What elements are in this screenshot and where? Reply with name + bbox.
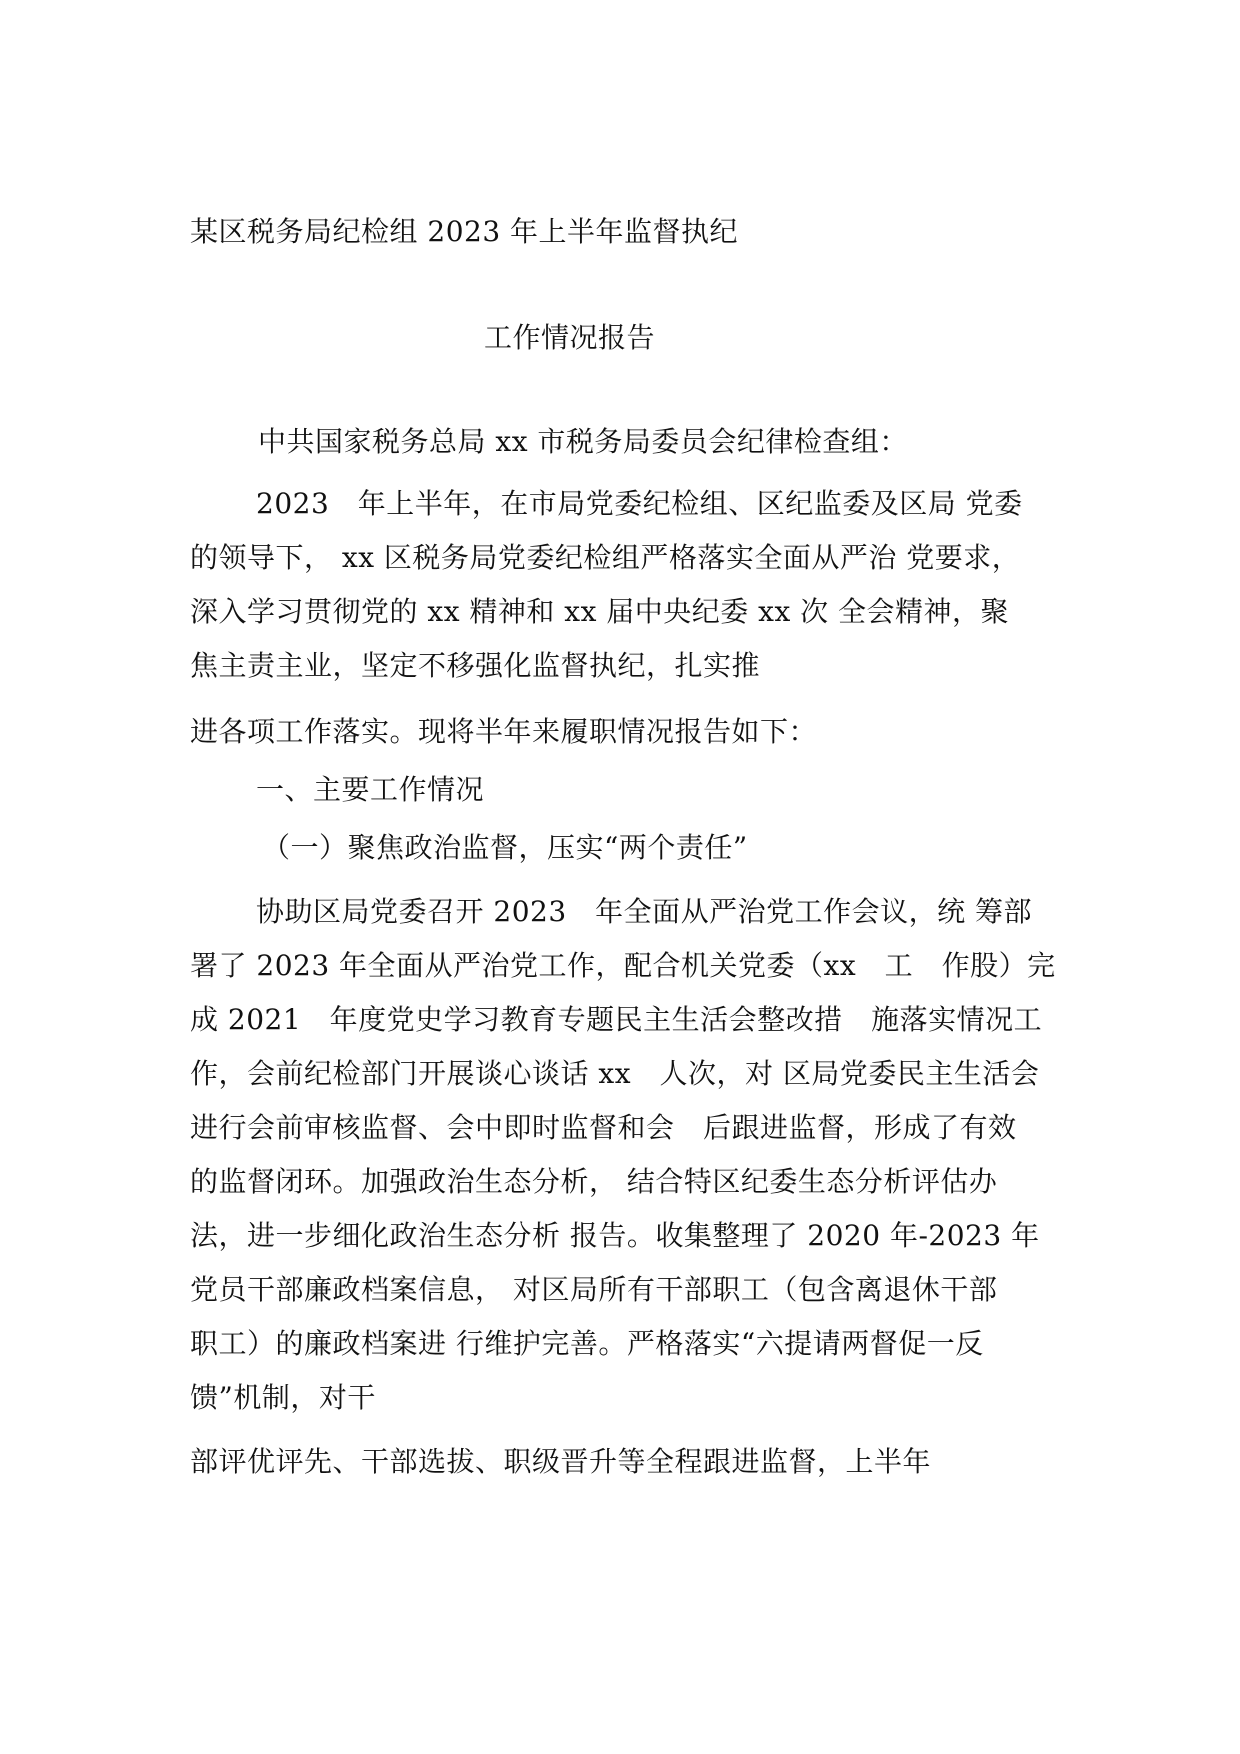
- subsection-heading: （一）聚焦政治监督，压实“两个责任”: [262, 831, 748, 864]
- paragraph1-line: 进各项工作落实。现将半年来履职情况报告如下：: [190, 715, 818, 748]
- paragraph1-line: 深入学习贯彻党的 xx 精神和 xx 届中央纪委 xx 次 全会精神，聚: [190, 595, 1010, 628]
- paragraph3-line: 部评优评先、干部选拔、职级晋升等全程跟进监督，上半年: [190, 1445, 932, 1478]
- paragraph2-line: 协助区局党委召开 2023 年全面从严治党工作会议，统 筹部: [256, 895, 1033, 928]
- paragraph2-line: 的监督闭环。加强政治生态分析， 结合特区纪委生态分析评估办: [190, 1165, 998, 1198]
- paragraph2-line: 职工）的廉政档案进 行维护完善。严格落实“六提请两督促一反: [190, 1327, 984, 1360]
- addressee: 中共国家税务总局 xx 市税务局委员会纪律检查组：: [258, 425, 908, 458]
- document-title-line1: 某区税务局纪检组 2023 年上半年监督执纪: [190, 215, 739, 248]
- paragraph2-line: 党员干部廉政档案信息， 对区局所有干部职工（包含离退休干部: [190, 1273, 998, 1306]
- paragraph2-line: 进行会前审核监督、会中即时监督和会 后跟进监督，形成了有效: [190, 1111, 1017, 1144]
- paragraph1-line: 2023 年上半年，在市局党委纪检组、区纪监委及区局 党委: [256, 487, 1023, 520]
- paragraph2-line: 法，进一步细化政治生态分析 报告。收集整理了 2020 年-2023 年: [190, 1219, 1040, 1252]
- paragraph1-line: 的领导下， xx 区税务局党委纪检组严格落实全面从严治 党要求，: [190, 541, 1021, 574]
- document-title-line2: 工作情况报告: [484, 321, 656, 354]
- paragraph2-line: 作，会前纪检部门开展谈心谈话 xx 人次，对 区局党委民主生活会: [190, 1057, 1040, 1090]
- paragraph1-line: 焦主责主业，坚定不移强化监督执纪，扎实推: [190, 649, 761, 682]
- paragraph2-line: 成 2021 年度党史学习教育专题民主生活会整改措 施落实情况工: [190, 1003, 1043, 1036]
- paragraph2-line: 署了 2023 年全面从严治党工作，配合机关党委（xx 工 作股）完: [190, 949, 1056, 982]
- section-heading: 一、主要工作情况: [256, 773, 485, 806]
- paragraph2-line: 馈”机制，对干: [190, 1381, 376, 1414]
